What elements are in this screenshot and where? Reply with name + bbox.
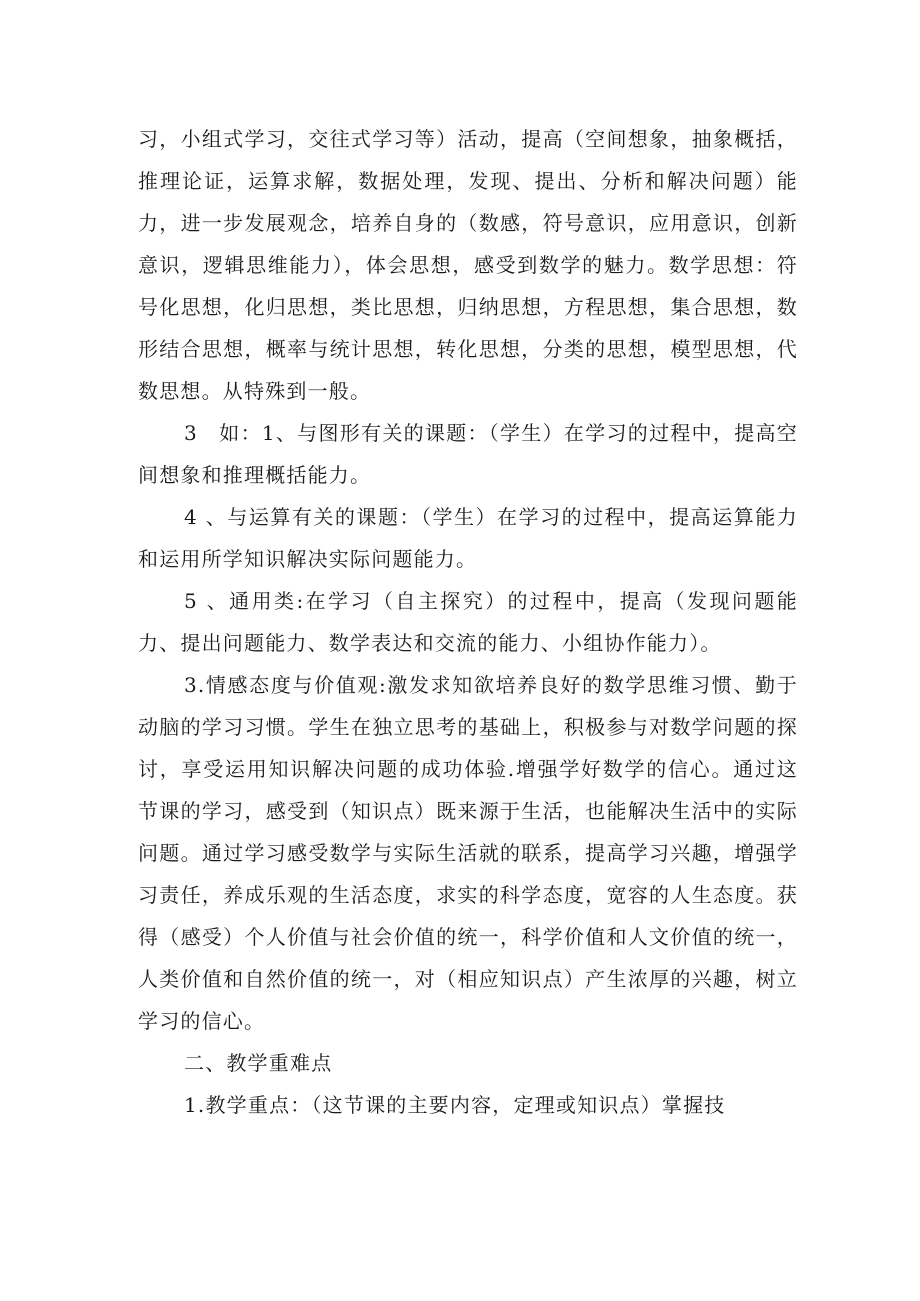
paragraph-teaching-focus: 1.教学重点：（这节课的主要内容，定理或知识点）掌握技: [184, 1093, 726, 1117]
paragraph-abilities-thoughts: 习，小组式学习，交往式学习等）活动，提高（空间想象，抽象概括，推理论证，运算求解，数据处理，发现、提出、分析和解决问题）能力，进一步发展观念，培养自身的（数感，符号意识，应用意识，创新意识，逻辑思维能力），体会思想，感受到数学的魅力。数学思想：符号化思想，化归思想，类比思想，归纳思想，方程思想，集合思想，数形结合思想，概率与统计思想，转化思想，分类的思想，模型思想，代数思想。从特殊到一般。: [138, 127, 798, 403]
paragraph-item-4-operations: 4 、与运算有关的课题：（学生）在学习的过程中，提高运算能力和运用所学知识解决实际问题能力。: [138, 505, 798, 571]
section-heading-key-difficult-points: 二、教学重难点: [184, 1051, 333, 1075]
paragraph-item-5-general: 5 、通用类:在学习（自主探究）的过程中，提高（发现问题能力、提出问题能力、数学表达和交流的能力、小组协作能力）。: [138, 589, 798, 655]
paragraph-emotion-values: 3.情感态度与价值观:激发求知欲培养良好的数学思维习惯、勤于动脑的学习习惯。学生在独立思考的基础上，积极参与对数学问题的探讨，享受运用知识解决问题的成功体验.增强学好数学的信心。通过这节课的学习，感受到（知识点）既来源于生活，也能解决生活中的实际问题。通过学习感受数学与实际生活就的联系，提高学习兴趣，增强学习责任，养成乐观的生活态度，求实的科学态度，宽容的人生态度。获得（感受）个人价值与社会价值的统一，科学价值和人文价值的统一，人类价值和自然价值的统一，对（相应知识点）产生浓厚的兴趣，树立学习的信心。: [138, 673, 798, 1033]
document-page: [138, 118, 798, 1126]
paragraph-item-3-graphics: 3 如：1、与图形有关的课题：（学生）在学习的过程中，提高空间想象和推理概括能力。: [138, 421, 798, 487]
